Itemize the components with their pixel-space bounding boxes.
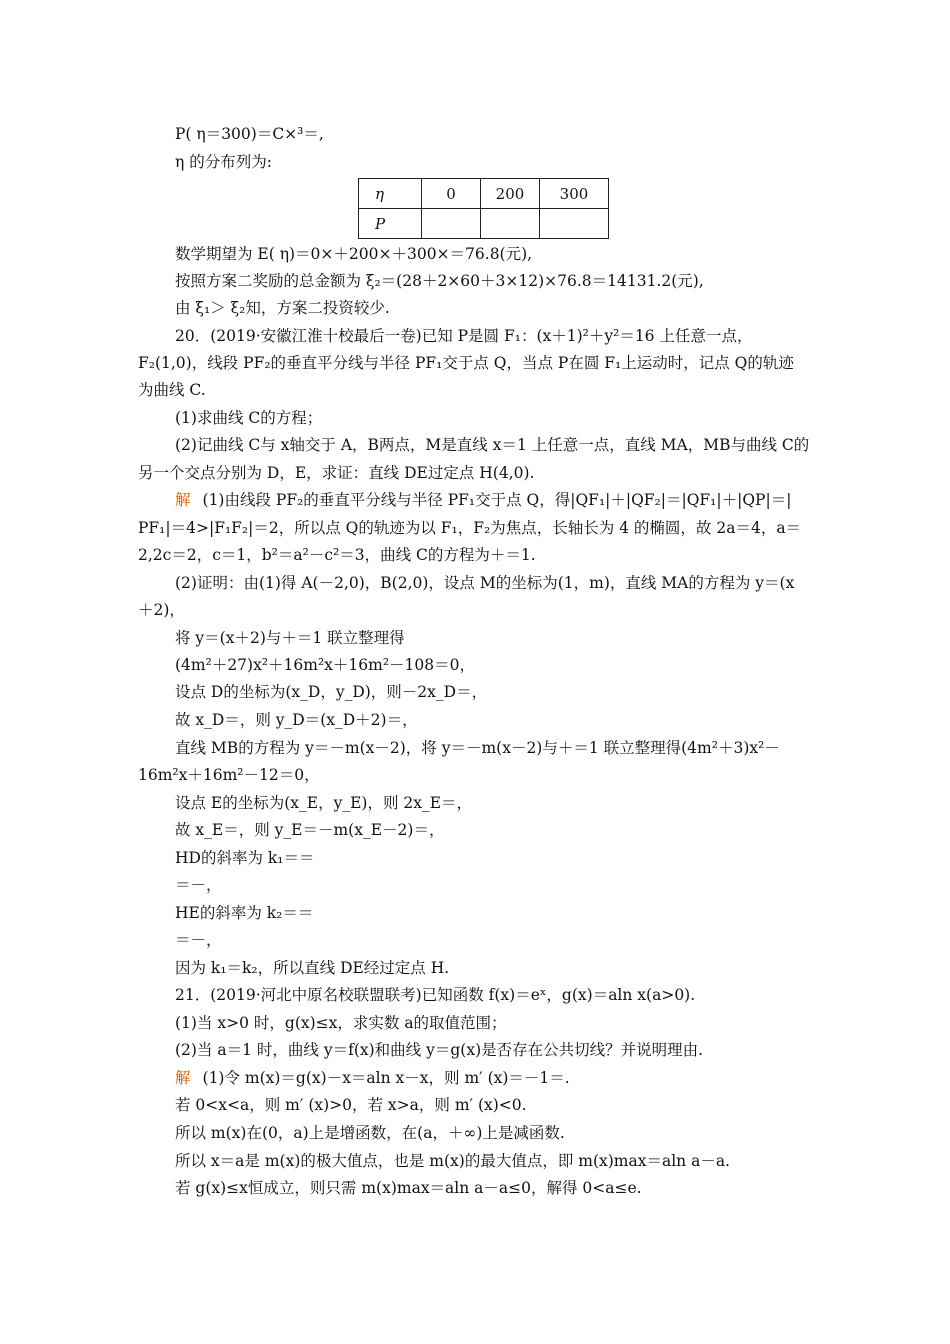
text-line: 16m²x＋16m²－12＝0，	[138, 766, 320, 784]
text-line: (1)求曲线 C的方程；	[175, 409, 323, 427]
table-cell	[481, 209, 540, 239]
text-line: 所以 m(x)在(0，a)上是增函数，在(a，＋∞)上是减函数.	[175, 1124, 565, 1142]
table-row	[359, 179, 609, 209]
distribution-table	[358, 178, 609, 239]
text-line: ＝－，	[175, 931, 222, 949]
text-line: (1)当 x>0 时，g(x)≤x，求实数 a的取值范围；	[175, 1014, 507, 1032]
text-line: ＝－，	[175, 876, 222, 894]
text-line: PF₁|＝4>|F₁F₂|＝2，所以点 Q的轨迹为以 F₁，F₂为焦点，长轴长为 4 的椭圆，故 2a＝4，a＝	[138, 519, 802, 537]
table-cell: P	[359, 209, 422, 239]
text-line: 2,2c＝2，c＝1，b²＝a²－c²＝3，曲线 C的方程为＋＝1.	[138, 546, 536, 564]
text-line: 所以 x＝a是 m(x)的极大值点，也是 m(x)的最大值点，即 m(x)max＝aln a－a.	[175, 1152, 730, 1170]
text-line: 若 g(x)≤x恒成立，则只需 m(x)max＝aln a－a≤0，解得 0<a≤e.	[175, 1179, 642, 1197]
text-line: (1)由线段 PF₂的垂直平分线与半径 PF₁交于点 Q，得|QF₁|＋|QF₂|＝|QF₁|＋|QP|＝|	[202, 491, 792, 509]
text-line: 数学期望为 E( η)＝0×＋200×＋300×＝76.8(元),	[175, 245, 533, 263]
text-line: (2)证明：由(1)得 A(－2,0)，B(2,0)，设点 M的坐标为(1，m)，直线 MA的方程为 y＝(x	[175, 574, 795, 592]
text-line: 故 x_E＝，则 y_E＝－m(x_E－2)＝，	[175, 821, 445, 839]
text-line: η 的分布列为:	[175, 153, 272, 171]
text-line: (4m²＋27)x²＋16m²x＋16m²－108＝0，	[175, 656, 476, 674]
justified-line	[138, 352, 814, 374]
text-line: 若 0<x<a，则 m′ (x)>0，若 x>a，则 m′ (x)<0.	[175, 1096, 527, 1114]
problem-21-line: 21．(2019·河北中原名校联盟联考)已知函数 f(x)＝eˣ，g(x)＝aln x(a>0).	[175, 986, 696, 1004]
text-line: 因为 k₁＝k₂，所以直线 DE经过定点 H.	[175, 959, 450, 977]
solution-line	[175, 489, 791, 511]
table-cell: 300	[540, 179, 609, 209]
text-line: P( η＝300)＝C×³＝,	[175, 125, 324, 143]
problem-20-line: 20．(2019·安徽江淮十校最后一卷)已知 P是圆 F₁：(x＋1)²＋y²＝16 上任意一点，	[175, 327, 753, 345]
text-line: 为曲线 C.	[138, 381, 206, 399]
text-line: 将 y＝(x＋2)与＋＝1 联立整理得	[175, 629, 405, 647]
table-cell	[540, 209, 609, 239]
text-line: 直线 MB的方程为 y＝－m(x－2)，将 y＝－m(x－2)与＋＝1 联立整理得(4m²＋3)x²－	[175, 739, 780, 757]
text-line: ＋2)，	[138, 601, 185, 619]
text-line: 故 x_D＝，则 y_D＝(x_D＋2)＝，	[175, 711, 418, 729]
solution-marker: 解	[175, 1069, 191, 1087]
text-line: 由 ξ₁＞ ξ₂知，方案二投资较少.	[175, 299, 390, 317]
text-line: (2)当 a＝1 时，曲线 y＝f(x)和曲线 y＝g(x)是否存在公共切线？并说明理由.	[175, 1041, 704, 1059]
text-line: 按照方案二奖励的总金额为 ξ₂＝(28＋2×60＋3×12)×76.8＝14131.2(元),	[175, 272, 704, 290]
table-row	[359, 209, 609, 239]
text-line: 设点 D的坐标为(x_D，y_D)，则－2x_D＝，	[175, 683, 488, 701]
text-line: 另一个交点分别为 D，E，求证：直线 DE过定点 H(4,0).	[138, 464, 535, 482]
text-line: HE的斜率为 k₂＝＝	[175, 904, 314, 922]
text-line: F₂(1,0)，线段 PF₂的垂直平分线与半径 PF₁交于点 Q，当点 P在圆 F₁上运动时，记点 Q的轨迹	[138, 354, 794, 372]
table-cell: 0	[422, 179, 481, 209]
solution-marker: 解	[175, 491, 191, 509]
text-line: 设点 E的坐标为(x_E，y_E)，则 2x_E＝，	[175, 794, 473, 812]
solution-line	[175, 1067, 570, 1089]
text-line: HD的斜率为 k₁＝＝	[175, 849, 315, 867]
table-cell: 200	[481, 179, 540, 209]
text-line: (1)令 m(x)＝g(x)－x＝aln x－x，则 m′ (x)＝－1＝.	[202, 1069, 570, 1087]
table-cell: η	[359, 179, 422, 209]
text-line: (2)记曲线 C与 x轴交于 A，B两点，M是直线 x＝1 上任意一点，直线 MA，MB与曲线 C的	[175, 436, 810, 454]
table-cell	[422, 209, 481, 239]
